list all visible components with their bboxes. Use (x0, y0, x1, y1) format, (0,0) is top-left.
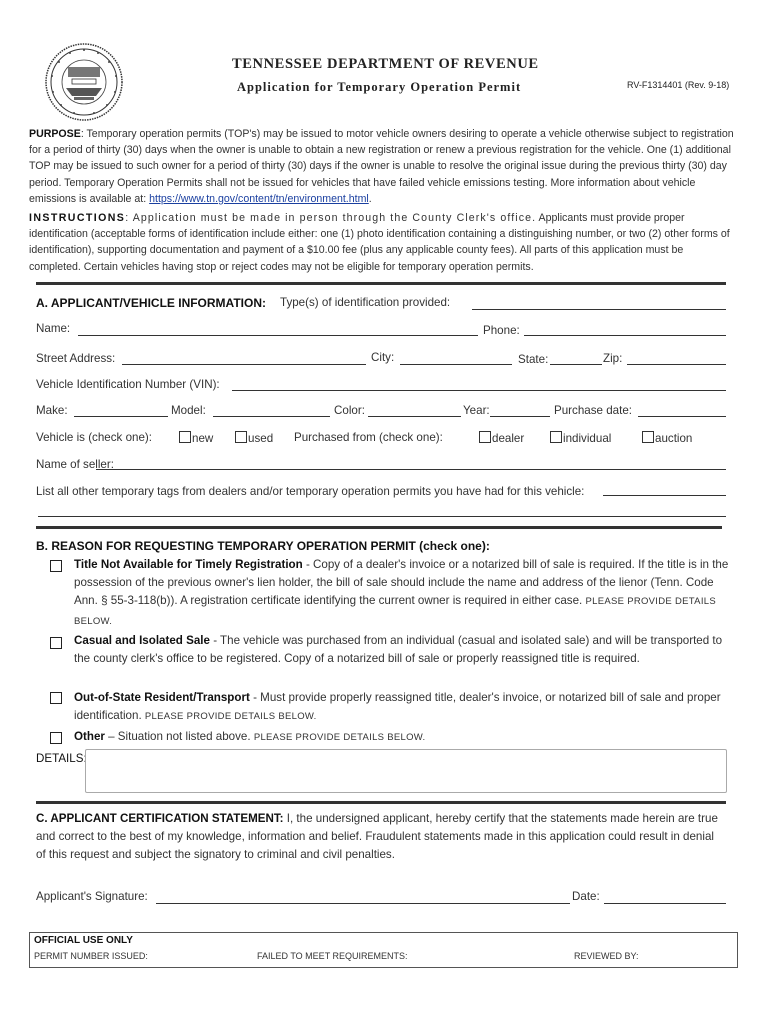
dealer-checkbox[interactable] (479, 431, 491, 443)
auction-option[interactable] (642, 431, 692, 445)
new-option[interactable] (179, 431, 213, 445)
instructions-text-1: : Application must be made in person through the County Clerk's office. (125, 212, 537, 224)
reason-2-text: - The vehicle was purchased from an individual (casual and isolated sale) and will be transported to the county clerk's office to be registered. Copy of a notarized bill of sale or properly reassigned title is required. (74, 634, 723, 666)
official-use-heading: OFFICIAL USE ONLY (34, 935, 133, 946)
form-title: Application for Temporary Operation Permit (237, 80, 522, 94)
dealer-label: dealer (492, 432, 525, 445)
other-checkbox[interactable] (50, 732, 62, 744)
vehicle-is-label: Vehicle is (check one): (36, 431, 152, 444)
zip-field[interactable] (627, 364, 726, 365)
instructions-label: INSTRUCTIONS (29, 212, 126, 224)
reason-4-title: Other (74, 730, 105, 743)
phone-label: Phone: (483, 324, 520, 337)
reason-4-text: – Situation not listed above. (104, 730, 251, 743)
date-label: Date: (572, 890, 600, 903)
vin-label: Vehicle Identification Number (VIN): (36, 378, 220, 391)
color-label: Color: (334, 404, 365, 417)
reason-1-text: - Copy of a dealer's invoice or a notarized bill of sale is required. If the title is in the possession of the previous owner's lien holder, the bill of sale should include the name and address of the lienor (Tenn. Code Ann. § 55-3-118(b)). A registration certificate identifying the current owner is required in either case. (74, 558, 729, 608)
city-label: City: (371, 351, 395, 364)
auction-checkbox[interactable] (642, 431, 654, 443)
section-a-rule (36, 282, 726, 285)
purchase-date-label: Purchase date: (554, 404, 632, 417)
certification-paragraph (36, 810, 726, 864)
form-number: RV-F1314401 (Rev. 9-18) (627, 80, 730, 90)
dealer-option[interactable] (479, 431, 524, 445)
make-field[interactable] (74, 416, 168, 417)
year-label: Year: (463, 404, 490, 417)
model-field[interactable] (213, 416, 330, 417)
reason-other[interactable] (36, 728, 736, 747)
purpose-text: : Temporary operation permits (TOP's) may be issued to motor vehicle owners desiring to operate a vehicle otherwise subject to registration for a period of thirty (30) days when the owner is unable to obtain a new registration or renew a previous registration for the vehicle. One (1) additional TOP may be issued to such owner for a period of thirty (30) days if the owner is unable to resolve the original issue during the previous thirty (30) day period. Temporary Operation Permits shall not be issued for vehicles that have failed vehicle emissions testing. More information about vehicle emissions is available at: (29, 128, 734, 205)
make-label: Make: (36, 404, 68, 417)
section-c-rule (36, 801, 726, 804)
individual-checkbox[interactable] (550, 431, 562, 443)
id-types-field[interactable] (472, 309, 726, 310)
certification-text: I, the undersigned applicant, hereby certify that the statements made herein are true and correct to the best of my knowledge, information and belief. Fraudulent statements made in this application could result in denial of this request and subject the signatory to criminal and civil penalties. (36, 812, 718, 861)
phone-field[interactable] (524, 335, 726, 336)
date-field[interactable] (604, 903, 726, 904)
name-label: Name: (36, 322, 71, 335)
model-label: Model: (171, 404, 206, 417)
signature-field[interactable] (156, 903, 570, 904)
used-label: used (248, 432, 274, 445)
casual-sale-checkbox[interactable] (50, 637, 62, 649)
section-c-heading: C. APPLICANT CERTIFICATION STATEMENT: (36, 812, 284, 825)
purpose-paragraph (29, 126, 737, 207)
reason-3-title: Out-of-State Resident/Transport (74, 691, 250, 704)
state-seal (44, 42, 124, 122)
section-b-rule (36, 526, 722, 529)
official-use-box (29, 932, 738, 968)
failed-requirements-label: FAILED TO MEET REQUIREMENTS: (257, 951, 408, 961)
new-label: new (192, 432, 214, 445)
individual-label: individual (563, 432, 612, 445)
reason-casual-isolated-sale[interactable] (36, 632, 736, 668)
reason-4-note: PLEASE PROVIDE DETAILS BELOW. (253, 732, 426, 743)
signature-label: Applicant's Signature: (36, 890, 148, 903)
vin-field[interactable] (232, 390, 726, 391)
title-not-available-checkbox[interactable] (50, 560, 62, 572)
department-title: TENNESSEE DEPARTMENT OF REVENUE (232, 56, 539, 72)
zip-label: Zip: (603, 352, 623, 365)
street-label: Street Address: (36, 352, 116, 365)
auction-label: auction (655, 432, 693, 445)
state-field[interactable] (550, 364, 602, 365)
reason-out-of-state[interactable] (36, 689, 736, 726)
instructions-text-2: Applicants must provide proper identification (acceptable forms of identification include either: one (1) photo identification containing a distinguishing number, or two (2) other forms of identification), supporting documentation and payment of a $10.00 fee (plus any applicable county fees). All parts of this application must be completed. Certain vehicles having stop or reject codes may not be eligible for temporary operation permits. (29, 212, 730, 273)
seller-field[interactable] (96, 469, 726, 470)
name-field[interactable] (78, 335, 478, 336)
reason-2-title: Casual and Isolated Sale (74, 634, 210, 647)
purpose-end: . (368, 192, 372, 205)
permit-number-label: PERMIT NUMBER ISSUED: (34, 951, 148, 961)
list-tags-label: List all other temporary tags from dealers and/or temporary operation permits you have had for this vehicle: (36, 485, 585, 498)
emissions-link[interactable]: https://www.tn.gov/content/tn/environment.html (149, 192, 369, 205)
purpose-label: PURPOSE (29, 128, 81, 140)
reviewed-by-label: REVIEWED BY: (574, 951, 639, 961)
street-field[interactable] (122, 364, 366, 365)
year-field[interactable] (490, 416, 550, 417)
reason-1-title: Title Not Available for Timely Registration (74, 558, 303, 571)
id-types-label: Type(s) of identification provided: (280, 296, 451, 309)
reason-3-note: PLEASE PROVIDE DETAILS BELOW. (144, 711, 317, 723)
section-a-heading: A. APPLICANT/VEHICLE INFORMATION: (36, 296, 266, 310)
details-box[interactable] (85, 749, 727, 793)
seller-label: Name of seller: (36, 458, 114, 471)
purchased-from-label: Purchased from (check one): (294, 431, 443, 444)
instructions-paragraph (29, 210, 737, 275)
used-option[interactable] (235, 431, 273, 445)
color-field[interactable] (368, 416, 461, 417)
out-of-state-checkbox[interactable] (50, 692, 62, 704)
reason-1-note: PLEASE PROVIDE DETAILS BELOW. (74, 596, 716, 627)
reason-3-text: - Must provide properly reassigned title, dealer's invoice, or notarized bill of sale and proper identification. (74, 691, 721, 723)
list-tags-field[interactable] (603, 495, 726, 496)
new-checkbox[interactable] (179, 431, 191, 443)
used-checkbox[interactable] (235, 431, 247, 443)
section-b-heading: B. REASON FOR REQUESTING TEMPORARY OPERATION PERMIT (check one): (36, 539, 490, 553)
state-label: State: (518, 353, 549, 366)
details-label: DETAILS: (36, 752, 87, 765)
reason-title-not-available[interactable] (36, 556, 736, 631)
purchase-date-field[interactable] (638, 416, 726, 417)
city-field[interactable] (400, 364, 512, 365)
list-tags-field-2[interactable] (38, 516, 726, 517)
individual-option[interactable] (550, 431, 611, 445)
